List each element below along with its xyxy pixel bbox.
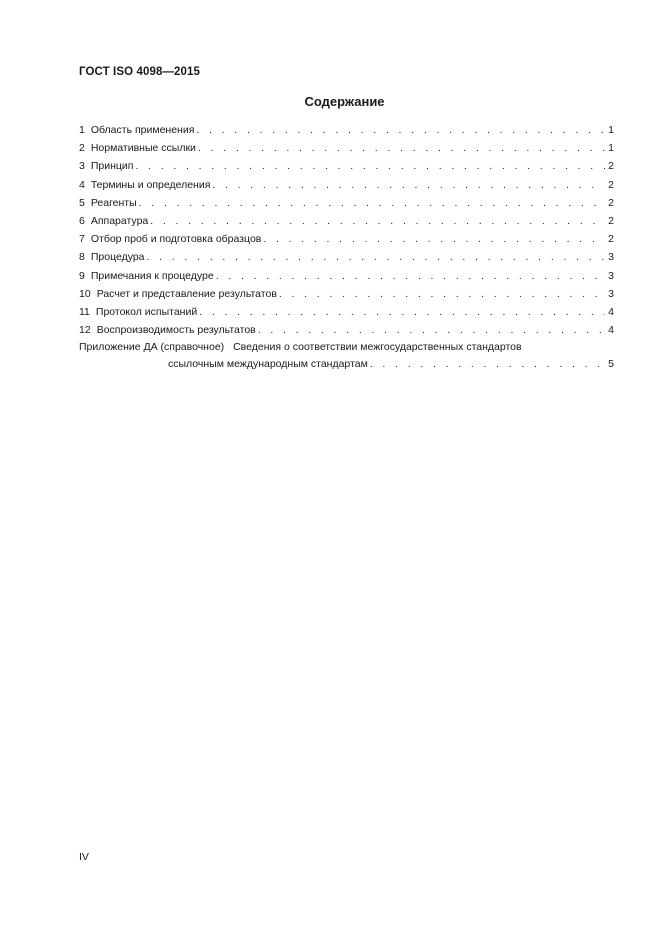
toc-entry-number: 11: [79, 305, 90, 318]
toc-entry-page: 4: [608, 324, 614, 337]
toc-entry-page: 2: [608, 233, 614, 246]
toc-dot-leader: [150, 212, 605, 230]
toc-entry-page: 2: [608, 178, 614, 191]
appendix-title-line1: Сведения о соответствии межгосударственных стандартов: [233, 341, 522, 354]
toc-entry-number: 5: [79, 196, 85, 209]
toc-entry-number: 12: [79, 324, 91, 337]
toc-entry-page: 3: [608, 251, 614, 264]
toc-entry[interactable]: [79, 267, 614, 285]
toc-dot-leader: [147, 248, 606, 266]
toc-entry[interactable]: [79, 121, 614, 139]
toc-dot-leader: [216, 267, 605, 285]
toc-entry[interactable]: [79, 230, 614, 248]
toc-entry-number: 6: [79, 214, 85, 227]
toc-entry-label: Отбор проб и подготовка образцов: [90, 233, 262, 246]
toc-entry-label: Принцип: [90, 160, 134, 173]
toc-entry[interactable]: [79, 212, 614, 230]
standard-designation: ГОСТ ISO 4098—2015: [79, 66, 201, 78]
page-number: IV: [79, 851, 89, 863]
toc-entry-label: Расчет и представление результатов: [96, 287, 277, 300]
toc-entry-page: 2: [608, 160, 614, 173]
appendix-page: 5: [608, 358, 614, 371]
toc-dot-leader: [212, 176, 605, 194]
toc-dot-leader: [135, 157, 605, 175]
toc-entry-label: Процедура: [90, 251, 145, 264]
toc-entry-page: 3: [608, 269, 614, 282]
toc-entry-label: Примечания к процедуре: [90, 269, 214, 282]
toc-entry-label: Протокол испытаний: [95, 305, 198, 318]
toc-entry-page: 1: [608, 124, 614, 136]
toc-dot-leader: [279, 285, 605, 303]
toc-entry-label: Реагенты: [90, 196, 137, 209]
toc-entry-label: Область применения: [90, 124, 195, 136]
toc-entry-page: 1: [608, 142, 614, 155]
toc-entry-number: 4: [79, 178, 85, 191]
toc-entry-page: 4: [608, 305, 614, 318]
toc-entry-number: 8: [79, 251, 85, 264]
toc-dot-leader: [196, 121, 605, 139]
toc-dot-leader: [199, 303, 605, 321]
appendix-label: Приложение ДА (справочное): [79, 341, 225, 354]
table-of-contents: [79, 121, 614, 373]
toc-appendix-entry[interactable]: [79, 339, 614, 373]
toc-dot-leader: [139, 194, 605, 212]
appendix-title-line2: ссылочным международным стандартам: [168, 358, 368, 371]
toc-entry[interactable]: [79, 248, 614, 266]
toc-entry-number: 9: [79, 269, 85, 282]
page-title: Содержание: [304, 94, 385, 109]
toc-entry[interactable]: [79, 321, 614, 339]
toc-entry-page: 3: [608, 287, 614, 300]
toc-dot-leader: [263, 230, 605, 248]
toc-entry[interactable]: [79, 303, 614, 321]
toc-entry-number: 2: [79, 142, 85, 155]
toc-entry-label: Термины и определения: [90, 178, 211, 191]
toc-dot-leader: [370, 356, 605, 373]
toc-entry-label: Воспроизводимость результатов: [96, 324, 256, 337]
toc-entry[interactable]: [79, 139, 614, 157]
toc-entry-page: 2: [608, 214, 614, 227]
toc-entry-page: 2: [608, 196, 614, 209]
toc-entry-label: Аппаратура: [90, 214, 149, 227]
toc-entry[interactable]: [79, 176, 614, 194]
toc-entry[interactable]: [79, 157, 614, 175]
toc-entry-number: 7: [79, 233, 85, 246]
toc-entry-label: Нормативные ссылки: [90, 142, 196, 155]
toc-entry[interactable]: [79, 194, 614, 212]
toc-dot-leader: [258, 321, 605, 339]
toc-dot-leader: [198, 139, 605, 157]
toc-entry-number: 1: [79, 124, 85, 136]
toc-entry-number: 10: [79, 287, 91, 300]
toc-entry[interactable]: [79, 285, 614, 303]
toc-entry-number: 3: [79, 160, 85, 173]
